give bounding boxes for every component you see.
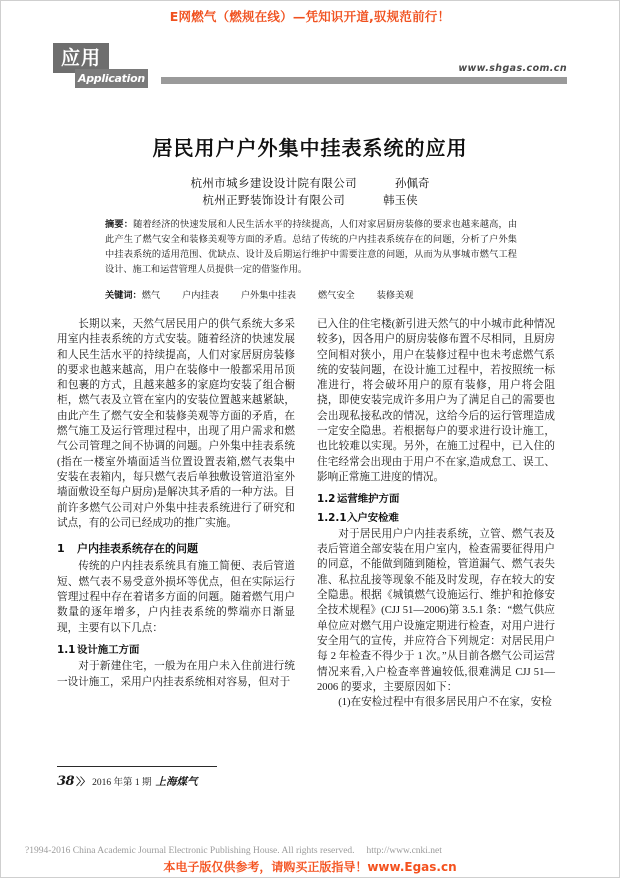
byline-row [1,193,619,210]
keyword-item: 燃气 [141,290,161,300]
section-logo-en-box [75,69,148,88]
keyword-item: 燃气安全 [318,290,355,300]
author-org: 杭州正野装饰设计有限公司 [202,195,346,207]
masthead-rule [161,77,567,84]
abstract [105,217,517,277]
masthead-url: www.shgas.com.cn [458,63,567,74]
keywords-label: 关键词： [105,290,142,300]
section-heading-text: 设计施工方面 [77,643,140,656]
body-column-left [57,317,295,757]
keyword-item: 户内挂表 [182,290,219,300]
author-org: 杭州市城乡建设设计院有限公司 [190,178,358,190]
section-heading-text: 户内挂表系统存在的问题 [77,542,198,556]
article-title: 居民用户户外集中挂表系统的应用 [152,136,468,160]
section-heading-number: 1.2 [317,493,336,506]
author-name: 韩玉侠 [383,195,418,207]
keyword-item: 装修美观 [376,290,414,300]
masthead [1,43,619,99]
cnki-copyright [25,846,442,856]
cnki-url: http://www.cnki.net [366,846,442,856]
section-heading-text: 入户安检难 [347,511,399,524]
section-heading-text: 运营维护方面 [337,493,400,506]
footer-line [57,773,197,789]
page-number: 38 [57,774,75,789]
body-paragraph: 对于居民用户户内挂表系统，立管、燃气表及表后管道全部安装在用户室内，检查需要征得用户的同意，不能做到随到随检，管道漏气、燃气表失准、私拉乱接等现象不能及时发现，存在较大的安全隐患。根据《城镇燃气设施运行、维护和抢修安全技术规程》(CJJ 51—2006)第 3.5.1 条：“燃气供应单位应对燃气用户设施定期进行检查，对用户进行安全用气的宣传，并应符合下列规定：对居民用户每 2 年检查不得少于 1 次。”从目前各燃气公司运营情况来看,入户检查率普遍较低,很难满足 CJJ 51—2006 的要求，主要原因如下： [317,528,555,693]
body-column-right [317,317,555,757]
abstract-text: 随着经济的快速发展和人民生活水平的持续提高，人们对家居厨房装修的要求也越来越高，由此产生了燃气安全和装修美观等方面的矛盾。总结了传统的户内挂表系统存在的问题，分析了户外集中挂表系统的适用范围、优缺点、设计及后期运行维护中需要注意的问题，从而为从事城市燃气工程设计、施工和运营管理人员提供一定的借鉴作用。 [105,219,518,274]
body-paragraph: 传统的户内挂表系统具有施工简便、表后管道短、燃气表不易受意外损坏等优点，但在实际运行管理过程中存在着诸多方面的问题。随着燃气用户数量的逐年增多，户内挂表系统的弊端亦日渐显现，主要有以下几点： [57,561,295,634]
bottom-watermark-note: 本电子版仅供参考，请购买正版指导！www.Egas.cn [163,860,457,874]
section-heading-number: 1.2.1 [317,511,347,524]
body-columns [57,317,565,757]
cnki-copyright-text: ?1994-2016 China Academic Journal Electronic Publishing House. All rights reserved. [25,846,355,856]
body-paragraph: 长期以来，天然气居民用户的供气系统大多采用室内挂表系统的方式安装。随着经济的快速发展和人民生活水平的持续提高，人们对家居厨房装修的要求也越来越高，用户在装修中一般都采用吊顶和包裹的方式，且越来越多的家庭均安装了组合橱柜，燃气表及立管在室内的安装位置越来越紧缺，由此产生了燃气安全和装修美观等方面的矛盾，在燃气施工及运行管理过程中，出现了用户需求和燃气公司管理之间不协调的问题。户外集中挂表系统(指在一楼室外墙面适当位置设置表箱,燃气表集中安装在表箱内，每只燃气表后单独敷设管道沿室外墙面敷设至每户厨房)是解决其矛盾的一种方法。目前许多燃气公司对户外集中挂表系统进行了研究和试点，有的公司已经成功的推广实施。 [57,319,295,529]
keywords-list [142,290,436,300]
footer-rule [57,766,217,767]
section-heading-number: 1.1 [57,643,76,656]
keywords [105,287,517,301]
promo-banner [1,1,619,31]
byline-row [1,176,619,193]
section-logo-cn-label: 应用 [60,46,101,69]
section-heading [317,511,555,526]
footer-journal: 上海煤气 [155,777,198,788]
keyword-item: 户外集中挂表 [240,290,296,300]
section-logo [53,43,165,89]
section-heading [317,492,555,507]
body-paragraph: (1)在安检过程中有很多居民用户不在家，安检 [338,697,552,709]
section-heading [57,541,295,556]
body-paragraph: 已入住的住宅楼(新引进天然气的中小城市此种情况较多)，因各用户的厨房装修布置不尽相同，且厨房空间相对狭小，用户在装修过程中也未考虑燃气系统的安装问题，在设计施工过程中，若按照统一标准进行，将会破坏用户的原有装修，用户将会阻挠，即使安装完成许多用户为了满足自己的需要也会出现私接私改的情况，这给今后的运行管理造成一定安全隐患。若根据每户的要求进行设计施工，也比较难以实现。另外，在施工过程中，已入住的住宅经常会出现由于用户不在家,造成怠工、误工、影响正常施工进度的情况。 [317,319,555,483]
footer-issue: 2016 年第 1 期 [92,778,152,788]
section-heading-number: 1 [57,542,65,556]
author-name: 孙佩奇 [395,178,430,190]
abstract-label: 摘要： [105,219,134,229]
footer-chevron: 〉〉 [76,777,90,788]
byline [1,176,619,210]
section-logo-en-label: Application [78,72,145,85]
promo-banner-text: E网燃气（燃规在线）—凭知识开道,驭规范前行！ [169,9,451,24]
section-heading [57,643,295,658]
body-paragraph: 对于新建住宅，一般为在用户未入住前进行统一设计施工，采用户内挂表系统相对容易，但对于 [57,661,295,688]
